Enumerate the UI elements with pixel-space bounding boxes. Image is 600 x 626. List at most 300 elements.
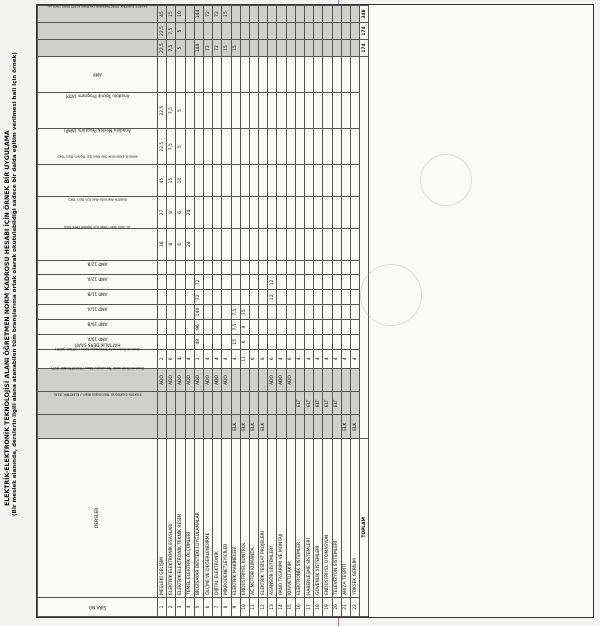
table-cell: 2	[158, 349, 167, 368]
table-cell: 22,5	[158, 23, 167, 40]
table-cell: 6	[167, 349, 176, 368]
table-cell	[249, 40, 258, 57]
table-row	[268, 6, 277, 617]
table-cell	[240, 6, 249, 23]
table-cell	[314, 165, 323, 197]
table-cell: 5	[176, 40, 185, 57]
stamp-mark	[420, 154, 472, 206]
table-row	[231, 6, 240, 617]
table-cell	[286, 23, 295, 40]
table-cell	[203, 165, 212, 197]
total-all: 348	[360, 6, 369, 23]
table-cell	[341, 57, 350, 93]
table-cell: 15	[167, 165, 176, 197]
table-cell	[268, 197, 277, 229]
table-cell	[222, 290, 231, 305]
table-cell	[158, 275, 167, 290]
table-cell	[323, 320, 332, 335]
table-cell	[185, 260, 194, 275]
table-cell: ELK	[231, 415, 240, 438]
table-cell: 15	[231, 40, 240, 57]
table-cell: ADO	[268, 368, 277, 391]
table-cell	[249, 368, 258, 391]
table-cell: 7,5	[167, 40, 176, 57]
table-cell	[176, 275, 185, 290]
table-cell	[259, 368, 268, 391]
table-cell	[222, 23, 231, 40]
table-cell	[323, 228, 332, 260]
table-cell	[158, 305, 167, 320]
table-cell: ELK	[240, 415, 249, 438]
table-cell	[203, 228, 212, 260]
table-cell	[259, 57, 268, 93]
table-cell	[167, 57, 176, 93]
table-cell: 96	[194, 320, 203, 335]
table-cell	[332, 260, 341, 275]
norm-table-sheet	[36, 4, 594, 618]
table-cell: ADO	[176, 368, 185, 391]
table-cell	[314, 57, 323, 93]
table-cell: TELEVİZYON SİSTEMLERİ	[332, 438, 341, 597]
table-cell	[286, 260, 295, 275]
table-cell: 7,5	[167, 129, 176, 165]
table-cell	[185, 392, 194, 415]
table-row	[240, 6, 249, 617]
header-amp-10b: AMP 10/B	[38, 320, 158, 335]
table-cell	[213, 320, 222, 335]
table-cell	[277, 93, 286, 129]
table-cell: 15	[240, 305, 249, 320]
header-sira-no: SIRA NO	[38, 597, 158, 616]
table-cell: 72	[194, 290, 203, 305]
table-cell: HABERLEŞME SİSTEMLERİ	[305, 438, 314, 597]
table-cell: 15	[222, 40, 231, 57]
table-cell	[231, 23, 240, 40]
table-cell	[350, 23, 359, 40]
table-cell	[295, 57, 304, 93]
table-cell	[249, 165, 258, 197]
table-cell	[314, 320, 323, 335]
table-cell	[323, 415, 332, 438]
table-cell	[286, 334, 295, 349]
table-cell: TEMEL ELEKTRİK ÖLÇÜMLERİ	[185, 438, 194, 597]
table-row	[203, 6, 212, 617]
table-cell	[305, 320, 314, 335]
table-cell: ELEKTRİK-ELEKTRONİK ESASLARI	[167, 438, 176, 597]
table-row	[249, 6, 258, 617]
table-cell	[277, 260, 286, 275]
table-cell: 72	[203, 6, 212, 23]
table-cell	[203, 392, 212, 415]
table-cell: 144	[194, 305, 203, 320]
table-cell	[203, 57, 212, 93]
table-cell	[332, 368, 341, 391]
table-cell	[350, 305, 359, 320]
table-cell	[176, 57, 185, 93]
table-cell: ADO	[167, 368, 176, 391]
table-cell	[341, 228, 350, 260]
table-cell	[185, 415, 194, 438]
table-cell	[305, 197, 314, 229]
table-cell	[286, 290, 295, 305]
table-cell: 48	[194, 334, 203, 349]
table-cell: 72	[203, 40, 212, 57]
table-cell	[231, 165, 240, 197]
table-cell: 5	[176, 93, 185, 129]
table-cell	[259, 320, 268, 335]
table-cell	[341, 305, 350, 320]
table-cell	[213, 415, 222, 438]
table-cell	[249, 23, 258, 40]
table-cell: 22,5	[158, 93, 167, 129]
table-cell	[332, 228, 341, 260]
total-elk: 174	[360, 40, 369, 57]
norm-table	[37, 5, 369, 617]
table-cell	[341, 6, 350, 23]
table-cell: 6	[249, 349, 258, 368]
table-cell	[222, 260, 231, 275]
table-cell	[176, 290, 185, 305]
table-cell	[323, 260, 332, 275]
table-cell	[323, 6, 332, 23]
table-cell	[350, 275, 359, 290]
table-cell	[203, 290, 212, 305]
header-amp-12b: AMP 12/B	[38, 260, 158, 275]
table-cell	[249, 305, 258, 320]
table-cell	[332, 6, 341, 23]
table-cell	[268, 165, 277, 197]
table-cell: 12	[268, 275, 277, 290]
table-cell: ELEKTRİK TESİSAT PROJELERİ	[259, 438, 268, 597]
table-cell	[277, 129, 286, 165]
table-cell	[332, 93, 341, 129]
total-label: TOPLAM	[360, 438, 369, 616]
table-cell	[185, 23, 194, 40]
table-cell	[323, 197, 332, 229]
table-cell: MİKRODENETLEYİCİLER	[222, 438, 231, 597]
table-cell: 12	[259, 597, 268, 616]
table-cell	[286, 165, 295, 197]
table-cell	[213, 260, 222, 275]
table-cell	[314, 6, 323, 23]
table-cell	[185, 334, 194, 349]
table-cell: 4	[314, 349, 323, 368]
table-cell	[277, 6, 286, 23]
table-cell: 10	[176, 165, 185, 197]
header-sadece-elt	[38, 23, 158, 40]
table-cell	[332, 305, 341, 320]
table-cell: 4	[231, 349, 240, 368]
table-cell	[259, 40, 268, 57]
header-amp-ana: Anadolu Meslek Programı (AMP)	[38, 129, 158, 165]
table-cell	[350, 392, 359, 415]
table-cell	[240, 290, 249, 305]
table-cell: 5	[194, 597, 203, 616]
table-cell	[222, 57, 231, 93]
table-cell	[314, 197, 323, 229]
table-cell	[222, 228, 231, 260]
table-cell	[286, 320, 295, 335]
table-cell	[305, 290, 314, 305]
table-cell	[295, 228, 304, 260]
table-row	[277, 6, 286, 617]
table-cell: 144	[194, 6, 203, 23]
table-cell	[249, 260, 258, 275]
table-cell: 4	[277, 349, 286, 368]
table-cell	[213, 93, 222, 129]
table-cell: ADO	[222, 368, 231, 391]
table-cell	[185, 305, 194, 320]
header-alan-toplam: 10. Sınıf Alan Ortak İçin Toplam Ders Yükü	[38, 228, 158, 260]
table-cell	[350, 228, 359, 260]
table-cell: 72	[213, 6, 222, 23]
table-cell	[286, 6, 295, 23]
table-cell: ADO	[213, 368, 222, 391]
table-cell: ADO	[194, 368, 203, 391]
table-cell	[259, 6, 268, 23]
table-cell	[305, 334, 314, 349]
table-cell	[203, 129, 212, 165]
table-cell: 1	[158, 597, 167, 616]
table-cell: ELK	[249, 415, 258, 438]
table-cell: PANO TASARIMI VE MONTAJI	[277, 438, 286, 597]
table-cell	[185, 40, 194, 57]
table-cell	[185, 93, 194, 129]
table-cell: 13	[268, 597, 277, 616]
table-cell	[341, 129, 350, 165]
table-cell	[332, 320, 341, 335]
table-row	[185, 6, 194, 617]
table-cell: 3	[176, 597, 185, 616]
table-cell	[341, 392, 350, 415]
table-cell	[350, 129, 359, 165]
table-cell: 4	[203, 349, 212, 368]
table-cell: ELT	[295, 392, 304, 415]
table-cell	[350, 197, 359, 229]
table-cell: ADO	[277, 368, 286, 391]
table-cell	[277, 23, 286, 40]
table-cell: 72	[194, 275, 203, 290]
table-cell	[305, 305, 314, 320]
table-cell	[277, 197, 286, 229]
table-cell: 4	[341, 349, 350, 368]
table-cell: 7,5	[167, 23, 176, 40]
table-cell	[259, 228, 268, 260]
header-amp-12a: AMP 12/A	[38, 275, 158, 290]
table-cell	[194, 392, 203, 415]
table-cell	[231, 6, 240, 23]
table-cell	[305, 23, 314, 40]
table-cell: ELEKTRONİK SİSTEMLER	[295, 438, 304, 597]
table-cell	[194, 260, 203, 275]
table-cell	[305, 165, 314, 197]
table-cell	[167, 334, 176, 349]
table-cell	[286, 392, 295, 415]
table-cell	[158, 260, 167, 275]
table-cell	[350, 320, 359, 335]
total-elt: 174	[360, 23, 369, 40]
table-cell	[323, 275, 332, 290]
table-cell	[249, 197, 258, 229]
table-cell	[341, 334, 350, 349]
table-cell: DİJİTAL ELEKTRONİK	[213, 438, 222, 597]
table-cell	[167, 392, 176, 415]
table-cell	[231, 129, 240, 165]
table-cell	[314, 129, 323, 165]
table-cell	[240, 368, 249, 391]
table-cell: 11	[249, 597, 258, 616]
document-title: ELEKTRİK-ELEKTRONİK TEKNOLOJİSİ ALANI ÖĞRETMEN NORM KADROSU HESABI İÇİN ÖRNEK BİR UYGULAMA	[4, 130, 11, 506]
table-cell	[323, 368, 332, 391]
table-cell: BİLGİSAYAR DESTEKLİ UYGULAMALAR	[194, 438, 203, 597]
table-cell	[240, 57, 249, 93]
table-cell	[231, 260, 240, 275]
table-cell	[231, 392, 240, 415]
table-cell	[176, 260, 185, 275]
table-cell: 20	[332, 597, 341, 616]
table-cell	[259, 392, 268, 415]
table-cell	[323, 93, 332, 129]
table-cell: 8	[167, 228, 176, 260]
table-cell	[350, 260, 359, 275]
table-cell: 22,5	[158, 40, 167, 57]
table-row	[167, 6, 176, 617]
table-cell	[350, 57, 359, 93]
table-cell	[231, 57, 240, 93]
table-cell	[222, 197, 231, 229]
table-cell	[286, 197, 295, 229]
table-cell	[332, 290, 341, 305]
table-cell: ADO	[185, 368, 194, 391]
table-cell	[323, 334, 332, 349]
table-cell	[268, 260, 277, 275]
table-cell	[249, 6, 258, 23]
table-cell	[295, 275, 304, 290]
table-cell: KUVVETLİ AKIM	[286, 438, 295, 597]
table-cell	[314, 415, 323, 438]
table-cell	[295, 290, 304, 305]
table-cell	[167, 320, 176, 335]
table-row	[314, 6, 323, 617]
table-cell	[222, 129, 231, 165]
table-cell	[231, 275, 240, 290]
table-cell	[295, 305, 304, 320]
table-cell	[323, 305, 332, 320]
table-cell	[341, 320, 350, 335]
table-cell	[268, 93, 277, 129]
table-cell	[332, 129, 341, 165]
table-cell	[203, 334, 212, 349]
table-row	[194, 6, 203, 617]
header-sadece-elk: SADECE ELEKTRİK ÖĞRETMENİNİN OKUTABİLECEĞİ DERS YÜKÜ (A)	[38, 40, 158, 57]
table-cell: 22,5	[158, 129, 167, 165]
document-subtitle: (Bir meslek alanında, derslerin ilgili alana atanabilen tüm branşlarıma ortak olarak okutulabildiği sadece bir dalda eğitim verilmesi hali için örnek)	[12, 52, 18, 516]
table-cell	[167, 415, 176, 438]
table-cell	[277, 275, 286, 290]
table-cell: 2	[167, 597, 176, 616]
table-cell: ADO	[286, 368, 295, 391]
table-cell: 7	[213, 597, 222, 616]
table-cell	[350, 334, 359, 349]
table-cell: ELT	[323, 392, 332, 415]
table-cell	[295, 165, 304, 197]
table-cell	[332, 57, 341, 93]
table-cell	[213, 165, 222, 197]
table-cell	[185, 290, 194, 305]
table-cell: 18	[314, 597, 323, 616]
table-cell	[268, 129, 277, 165]
table-cell	[268, 392, 277, 415]
table-cell	[350, 368, 359, 391]
table-cell	[268, 415, 277, 438]
table-cell: 4	[185, 349, 194, 368]
table-cell	[203, 93, 212, 129]
table-cell	[185, 275, 194, 290]
table-cell	[167, 290, 176, 305]
table-cell	[240, 23, 249, 40]
table-cell	[185, 165, 194, 197]
table-cell: 6	[176, 228, 185, 260]
table-cell	[323, 57, 332, 93]
table-cell	[314, 93, 323, 129]
table-cell	[277, 40, 286, 57]
table-cell	[213, 275, 222, 290]
table-cell: ELK	[259, 415, 268, 438]
table-cell: 8	[259, 349, 268, 368]
table-cell	[277, 415, 286, 438]
table-cell	[314, 275, 323, 290]
table-cell	[222, 334, 231, 349]
table-cell	[295, 23, 304, 40]
table-cell: 8	[167, 197, 176, 229]
table-cell	[314, 368, 323, 391]
table-cell	[222, 415, 231, 438]
table-cell: 18	[158, 228, 167, 260]
table-cell: 24	[185, 197, 194, 229]
table-cell	[240, 197, 249, 229]
header-atp: Anadolu Teknik Programı (ATP)	[38, 93, 158, 129]
table-cell	[158, 320, 167, 335]
table-cell	[194, 197, 203, 229]
table-cell	[350, 6, 359, 23]
table-row	[213, 6, 222, 617]
table-row	[305, 6, 314, 617]
table-cell	[268, 228, 277, 260]
table-cell: 21	[341, 597, 350, 616]
table-cell: 6	[286, 349, 295, 368]
table-cell: 5	[176, 23, 185, 40]
table-cell	[259, 275, 268, 290]
table-cell	[268, 6, 277, 23]
table-cell: ELEKTRİK-ELEKTRONİK TEKNİK RESİM	[176, 438, 185, 597]
table-cell	[176, 320, 185, 335]
table-cell	[268, 305, 277, 320]
table-cell	[222, 275, 231, 290]
table-cell	[314, 334, 323, 349]
table-cell	[350, 290, 359, 305]
table-cell	[194, 415, 203, 438]
table-cell	[176, 305, 185, 320]
table-cell: 24	[185, 228, 194, 260]
table-cell	[213, 305, 222, 320]
table-cell	[176, 415, 185, 438]
table-cell	[231, 93, 240, 129]
table-cell	[286, 57, 295, 93]
table-cell	[305, 93, 314, 129]
table-cell	[286, 129, 295, 165]
table-cell: YÜKSEK GERİLİM	[350, 438, 359, 597]
table-cell: 5	[176, 129, 185, 165]
